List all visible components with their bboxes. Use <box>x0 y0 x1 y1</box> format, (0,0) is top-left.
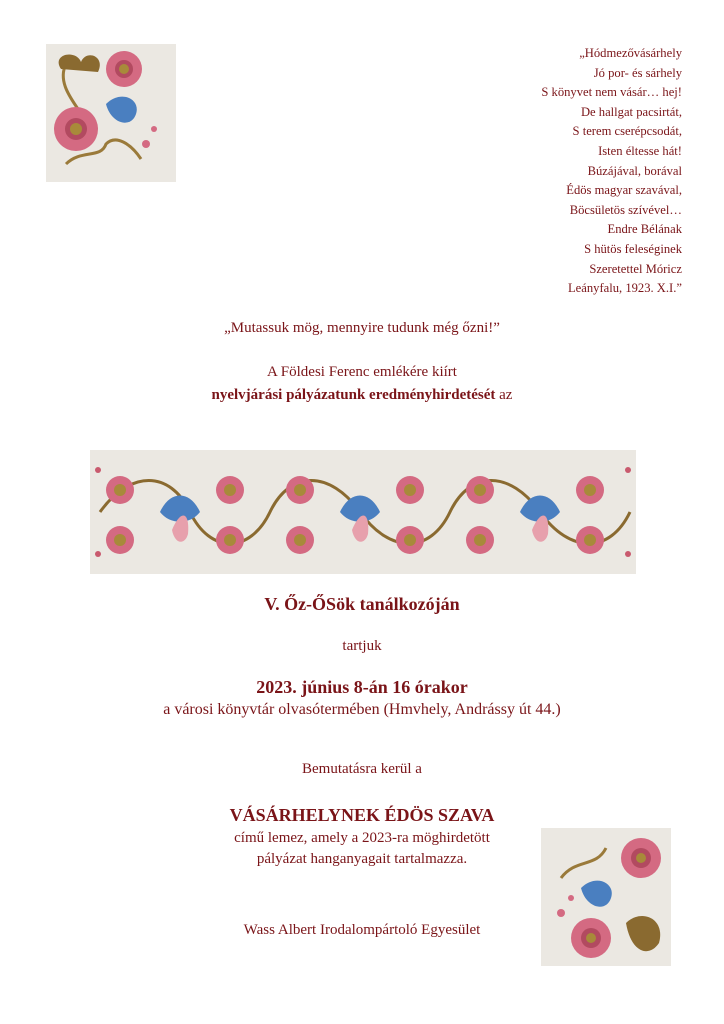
poem-line: Édös magyar szavával, <box>566 183 682 198</box>
motto: „Mutassuk mög, mennyire tudunk még őzni!” <box>224 320 500 336</box>
embroidery-corner-image-top <box>46 44 176 182</box>
tartjuk-text: tartjuk <box>342 638 382 654</box>
poem-line: Leányfalu, 1923. X.I.” <box>567 281 682 296</box>
embroidery-corner-image-bottom <box>541 828 671 966</box>
poem-line: S terem cserépcsodát, <box>572 124 682 139</box>
organizer: Wass Albert Irodalompártoló Egyesület <box>243 922 481 938</box>
album-title: VÁSÁRHELYNEK ÉDÖS SZAVA <box>229 805 495 825</box>
poem-line: Szeretettel Móricz <box>589 261 682 276</box>
poem-line: Jó por- és sárhely <box>593 65 682 80</box>
poem-line: „Hódmezővásárhely <box>579 46 682 60</box>
album-description-2: pályázat hanganyagait tartalmazza. <box>256 851 468 867</box>
event-title: V. Őz-ŐSök tanálkozóján <box>264 594 460 614</box>
poem-line: Búzájával, borával <box>587 163 682 178</box>
poem-line: S könyvet nem vásár… hej! <box>541 85 682 100</box>
album-description-1: című lemez, amely a 2023-ra möghirdetött <box>234 830 490 846</box>
poem-line: S hütös feleséginek <box>584 241 682 256</box>
announcement-line <box>0 387 724 404</box>
poem-dedication <box>380 44 682 299</box>
event-venue: a városi könyvtár olvasótermében (Hmvhely, Andrássy út 44.) <box>163 701 561 718</box>
intro-line: A Földesi Ferenc emlékére kiírt <box>267 364 457 380</box>
announcement-bold: nyelvjárási pályázatunk eredményhirdetését <box>211 387 496 403</box>
presented-text: Bemutatásra kerül a <box>302 761 422 777</box>
event-datetime: 2023. június 8-án 16 órakor <box>256 677 468 697</box>
poem-line: De hallgat pacsirtát, <box>580 104 682 119</box>
poem-line: Endre Bélának <box>607 222 682 237</box>
poem-line: Böcsületös szívével… <box>569 202 682 217</box>
poem-line: Isten éltesse hát! <box>598 143 682 158</box>
announcement-tail: az <box>495 387 513 403</box>
embroidery-banner-image <box>90 450 636 574</box>
